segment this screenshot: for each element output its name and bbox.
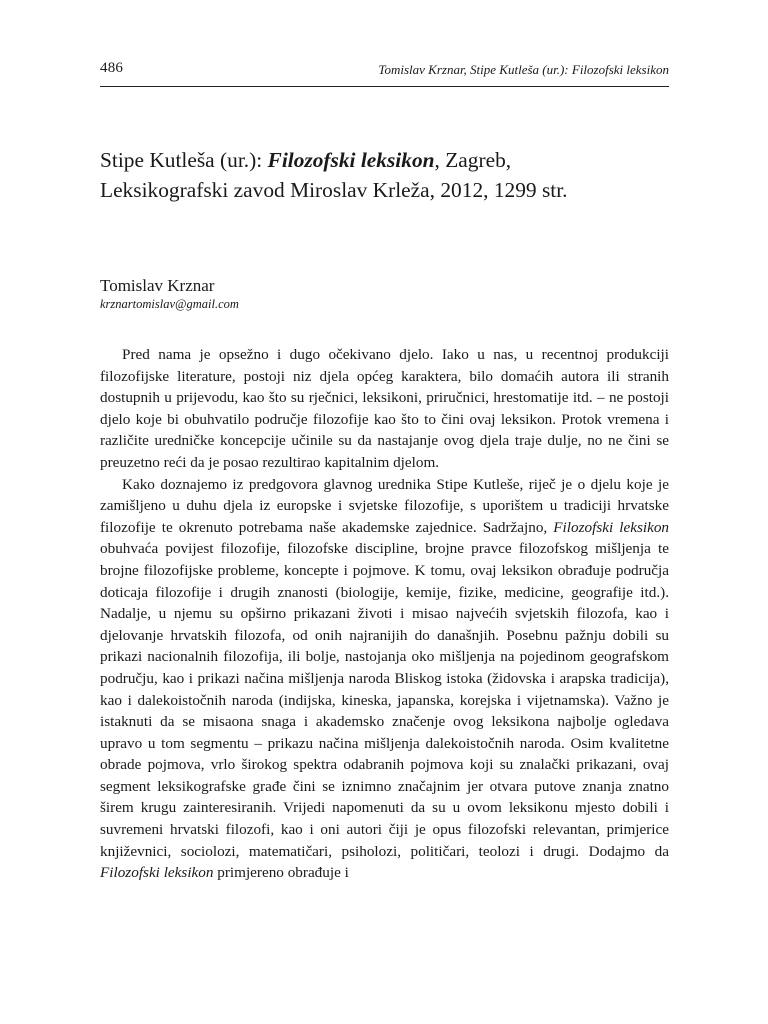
running-head-title: Tomislav Krznar, Stipe Kutleša (ur.): Filozofski leksikon	[378, 62, 669, 77]
paragraph-2-book-title-2: Filozofski leksikon	[100, 864, 214, 882]
author-name: Tomislav Krznar	[100, 276, 215, 295]
paragraph-2-text-c: primjereno obrađuje i	[213, 864, 349, 882]
page-number: 486	[100, 60, 124, 76]
running-header	[100, 60, 669, 87]
paragraph-1: Pred nama je opsežno i dugo očekivano djelo. Iako u nas, u recentnoj produkciji filozofijske literature, postoji niz djela općeg karaktera, bilo domaćih autora ili stranih dostupnih u prijevodu, kao što su rječnici, leksikoni, priručnici, hrestomatije itd. – ne postoji djelo koje bi obuhvatilo područje filozofije kao što to čini ovaj leksikon. Protok vremena i različite uredničke koncepcije učinile su da nastajanje ovog djela traje dulje, no ne čini se preuzetno reći da je posao rezultirao kapitalnim djelom.	[100, 346, 669, 471]
title-rest-line1: , Zagreb,	[434, 148, 512, 172]
title-rest-line2: Leksikografski zavod Miroslav Krleža, 2012, 1299 str.	[100, 178, 568, 202]
paragraph-2-text-b: obuhvaća povijest filozofije, filozofske discipline, brojne pravce filozofskog mišljenja te brojne filozofijske probleme, koncepte i pojmove. K tomu, ovaj leksikon obrađuje područja doticaja filozofije i drugih znanosti (biologije, kemije, fizike, medicine, geografije itd.). Nadalje, u njemu su opširno prikazani životi i misao najvećih svjetskih filozofa, kao i djelovanje hrvatskih filozofa, od onih najranijih do današnjih. Posebnu pažnju dobili su prikazi nacionalnih filozofija, ili bolje, nastojanja oko mišljenja na pojedinom geografskom području, kao i prikazi načina mišljenja naroda Bliskog istoka (židovska i arapska tradicija), kao i dalekoistočnih naroda (indijska, kineska, japanska, korejska i vijetnamska). Važno je istaknuti da se misaona snaga i akademsko značenje ovog leksikona najbolje ogledava upravo u tom segmentu – prikazu načina mišljenja dalekoistočnih naroda. Osim kvalitetne obrade pojmova, vrlo širokog spektra odabranih pojmova koji su znalački prikazani, ovaj segment leksikografske građe čini se iznimno značajnim jer otvara putove znanja znatno širem krugu zainteresiranih. Vrijedi napomenuti da su u ovom leksikonu mjesto dobili i suvremeni hrvatski filozofi, kao i oni autori čiji je opus filozofski relevantan, primjerice književnici, sociolozi, matematičari, psiholozi, političari, teolozi i drugi. Dodajmo da	[100, 540, 669, 860]
author-email: krznartomislav@gmail.com	[100, 297, 239, 311]
paragraph-2-text-a: Kako doznajemo iz predgovora glavnog urednika Stipe Kutleše, riječ je o djelu koje je zamišljeno u duhu djela iz europske i svjetske filozofije, s uporištem u tradiciji hrvatske filozofije te okrenuto potrebama naše akademske zajednice. Sadržajno,	[100, 475, 669, 536]
article-title	[100, 145, 690, 205]
article-body	[100, 344, 669, 884]
paragraph-2	[100, 474, 669, 884]
paragraph-2-book-title-1: Filozofski leksikon	[553, 518, 670, 536]
title-editor: Stipe Kutleša (ur.):	[100, 148, 263, 172]
title-book: Filozofski leksikon	[267, 148, 435, 172]
